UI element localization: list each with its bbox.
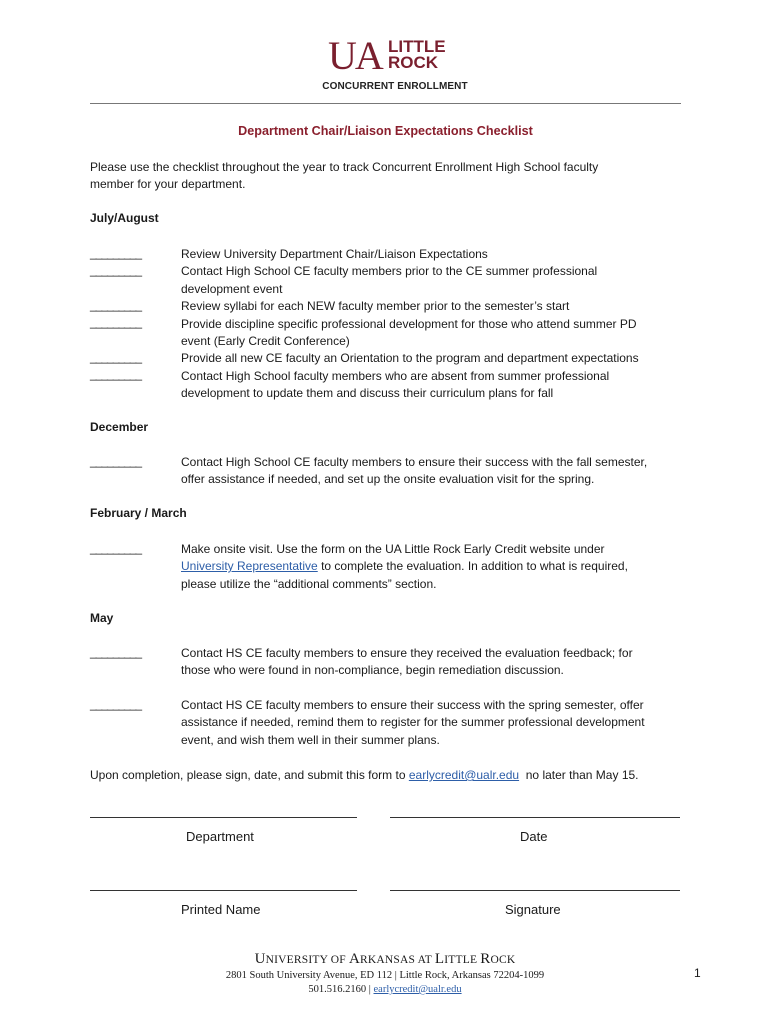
footer-email-link[interactable]: earlycredit@ualr.edu bbox=[373, 984, 462, 995]
logo-little: LITTLE bbox=[388, 37, 446, 56]
section-heading-july-august: July/August bbox=[90, 211, 159, 225]
list-item: Contact High School CE faculty members to ensure their success with the fall semester, bbox=[181, 455, 648, 469]
may-item-1 bbox=[181, 645, 681, 680]
checkbox-blank[interactable]: _________ bbox=[90, 315, 142, 329]
july-august-items bbox=[181, 246, 681, 403]
list-item: Contact High School faculty members who are absent from summer professional bbox=[181, 368, 610, 383]
list-item: Review syllabi for each NEW faculty member prior to the semester’s start bbox=[181, 299, 570, 314]
list-item: Make onsite visit. Use the form on the UA Little Rock Early Credit website under bbox=[181, 542, 605, 556]
header-divider bbox=[90, 103, 681, 104]
department-signature-line[interactable] bbox=[90, 817, 357, 818]
checkbox-blank[interactable]: _________ bbox=[90, 541, 142, 555]
checkbox-blank[interactable]: _________ bbox=[90, 246, 142, 260]
intro-line-2: member for your department. bbox=[90, 177, 246, 192]
list-item: event, and wish them well in their summer plans. bbox=[181, 732, 440, 747]
footer-name-part: U bbox=[254, 951, 266, 967]
footer-name-part: NIVERSITY bbox=[265, 954, 328, 966]
february-item bbox=[181, 541, 681, 593]
footer-name-part: A bbox=[348, 951, 361, 967]
checkbox-blank[interactable]: _________ bbox=[90, 645, 142, 659]
section-heading-may: May bbox=[90, 611, 114, 625]
list-item: offer assistance if needed, and set up the onsite evaluation visit for the spring. bbox=[181, 472, 595, 487]
list-item: Contact High School CE faculty members prior to the CE summer professional bbox=[181, 264, 598, 279]
december-item bbox=[181, 454, 681, 489]
list-item: please utilize the “additional comments” section. bbox=[181, 576, 437, 591]
footer-name-part: OCK bbox=[490, 954, 516, 966]
footer-name-part: AT bbox=[415, 954, 435, 966]
section-heading-february-march: February / March bbox=[90, 506, 187, 520]
list-item: Contact HS CE faculty members to ensure their success with the spring semester, offer bbox=[181, 698, 644, 712]
signature-label: Signature bbox=[505, 902, 561, 917]
footer-name-part: L bbox=[434, 951, 445, 967]
printed-name-line[interactable] bbox=[90, 890, 357, 891]
ua-little-rock-logo bbox=[320, 34, 470, 96]
logo-rock: ROCK bbox=[388, 53, 439, 72]
link-trailing-text: to complete the evaluation. In addition to what is required, bbox=[317, 559, 628, 574]
footer-address: 2801 South University Avenue, ED 112 | Little Rock, Arkansas 72204-1099 bbox=[225, 970, 545, 981]
logo-ua-mark: UA bbox=[328, 33, 382, 78]
page-number: 1 bbox=[694, 966, 701, 980]
page-title: Department Chair/Liaison Expectations Checklist bbox=[238, 124, 533, 138]
list-item bbox=[181, 558, 681, 575]
university-representative-link[interactable]: University Representative bbox=[181, 559, 318, 574]
section-heading-december: December bbox=[90, 420, 149, 434]
may-item-2 bbox=[181, 697, 681, 749]
logo-subtitle: CONCURRENT ENROLLMENT bbox=[322, 81, 468, 92]
list-item: Provide discipline specific professional development for those who attend summer PD bbox=[181, 316, 637, 331]
footer-contact bbox=[0, 983, 770, 997]
list-item: development to update them and discuss their curriculum plans for fall bbox=[181, 386, 554, 401]
checkbox-blank[interactable]: _________ bbox=[90, 263, 142, 277]
list-item: assistance if needed, remind them to register for the summer professional development bbox=[181, 715, 645, 730]
earlycredit-email-link[interactable]: earlycredit@ualr.edu bbox=[408, 768, 520, 782]
printed-name-label: Printed Name bbox=[181, 902, 261, 917]
date-signature-line[interactable] bbox=[390, 817, 680, 818]
list-item: those who were found in non-compliance, begin remediation discussion. bbox=[181, 663, 564, 678]
completion-text: Upon completion, please sign, date, and submit this form to bbox=[90, 768, 409, 782]
footer-address-block bbox=[0, 969, 770, 997]
footer-name-part: OF bbox=[327, 954, 349, 966]
date-label: Date bbox=[520, 829, 548, 844]
footer-name-part: RKANSAS bbox=[360, 954, 416, 966]
intro-paragraph bbox=[90, 159, 680, 194]
logo-little-rock-text bbox=[388, 39, 446, 71]
footer-name-part: R bbox=[480, 951, 491, 967]
intro-line-1: Please use the checklist throughout the year to track Concurrent Enrollment High School faculty bbox=[90, 160, 599, 174]
footer-name-part: ITTLE bbox=[444, 954, 478, 966]
checkbox-blank[interactable]: _________ bbox=[90, 367, 142, 381]
checkbox-blank[interactable]: _________ bbox=[90, 454, 142, 468]
footer-university-name bbox=[0, 951, 770, 968]
checkbox-blank[interactable]: _________ bbox=[90, 350, 142, 364]
checkbox-blank[interactable]: _________ bbox=[90, 697, 142, 711]
list-item: Provide all new CE faculty an Orientation to the program and department expectations bbox=[181, 351, 639, 366]
signature-line[interactable] bbox=[390, 890, 680, 891]
list-item: Contact HS CE faculty members to ensure they received the evaluation feedback; for bbox=[181, 646, 633, 660]
completion-instructions bbox=[90, 767, 680, 784]
department-label: Department bbox=[186, 829, 254, 844]
list-item: development event bbox=[181, 281, 283, 296]
list-item: event (Early Credit Conference) bbox=[181, 334, 350, 349]
list-item: Review University Department Chair/Liaison Expectations bbox=[181, 247, 488, 261]
completion-deadline: no later than May 15. bbox=[519, 768, 639, 782]
checkbox-blank[interactable]: _________ bbox=[90, 298, 142, 312]
footer-phone: 501.516.2160 | bbox=[308, 984, 374, 995]
